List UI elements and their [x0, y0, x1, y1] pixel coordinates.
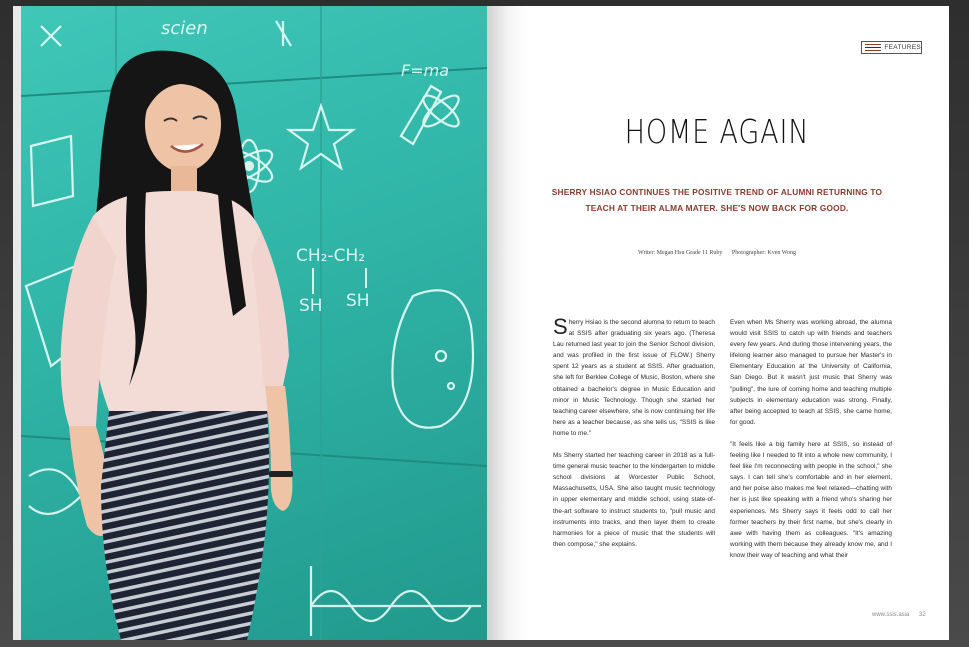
left-page-edge [13, 6, 21, 640]
page-folio [872, 612, 926, 618]
photo-illustration [21, 6, 487, 640]
svg-text:CH₂-CH₂: CH₂-CH₂ [296, 246, 366, 266]
article-credits [587, 250, 847, 256]
article-page [487, 6, 949, 640]
folio-page-number: 32 [919, 612, 926, 618]
section-tag-label: FEATURES [884, 44, 921, 51]
body-paragraph-4: "It feels like a big family here at SSIS, so instead of feeling like I needed to fit into a whole new community, I feel like I'm reconnecting with people in the school," she says. I can tell she's comfortable and in her element, and her poise also makes me feel relaxed—chatting with her is just like speaking with a friend who's sharing her experiences. Ms Sherry says it feels odd to call her former teachers by their first name, but she's clearly in awe with having them as colleagues. "It's amazing working with them because they already know me, and I know their way of teaching and what their [730, 440, 892, 559]
body-column-right [730, 317, 892, 561]
body-paragraph-2: Ms Sherry started her teaching career in 2018 as a full-time general music teacher to the kindergarten to middle school divisions at Worcester Public School, Massachusetts, USA. She also taught music technology in upper elementary and middle school, using state-of-the-art software to instruct students to, "pull music and instruments into tracks, and then layer them to create harmonies for a piece of music that the students will then compose," she explains. [553, 452, 715, 548]
body-paragraph-1-text: herry Hsiao is the second alumna to return to teach at SSIS after graduating six years ago. (Theresa Lau returned last year to join the Senior School division, and was profiled in the first issue of FLOW.) Sherry spent 12 years as a student at SSIS. After graduation, she left for Berklee College of Music, Boston, where she obtained a bachelor's degree in Music Education and minor in Music Technology. Though she started her teaching career elsewhere, she is now continuing her life here as a teacher because, as she tells us, "SSIS is like home to me." [553, 319, 715, 437]
body-column-left [553, 314, 715, 550]
svg-text:scien: scien [161, 18, 208, 39]
drop-cap: S [553, 314, 568, 339]
body-paragraph-1 [553, 314, 715, 439]
article-headline: HOME AGAIN [624, 112, 810, 151]
svg-text:SH: SH [346, 291, 370, 311]
article-deck: SHERRY HSIAO CONTINUES THE POSITIVE TREND OF ALUMNI RETURNING TO TEACH AT THEIR ALMA MATER. SHE'S NOW BACK FOR GOOD. [551, 187, 883, 213]
woman-figure [61, 51, 293, 640]
folio-website: www.ssis.asia [872, 612, 910, 618]
section-tag-lines-icon [865, 44, 881, 51]
section-tag [861, 41, 922, 54]
writer-credit: Writer: Megan Hsu Grade 11 Ruby [638, 250, 723, 256]
body-paragraph-3: Even when Ms Sherry was working abroad, the alumna would visit SSIS to catch up with friends and teachers every few years. And during those intervening years, the lifelong learner also managed to pursue her Master's in Elementary Education at the University of California, San Diego. But it wasn't just music that Sherry was "pulling", the lure of coming home and teaching multiple subjects in elementary education was strong. Finally, after being accepted to teach at SSIS, she came home, for good. [730, 319, 892, 426]
photographer-credit: Photographer: Kven Wong [731, 250, 796, 256]
svg-text:SH: SH [299, 296, 323, 316]
feature-photo [21, 6, 487, 640]
svg-text:F=ma: F=ma [401, 61, 449, 80]
